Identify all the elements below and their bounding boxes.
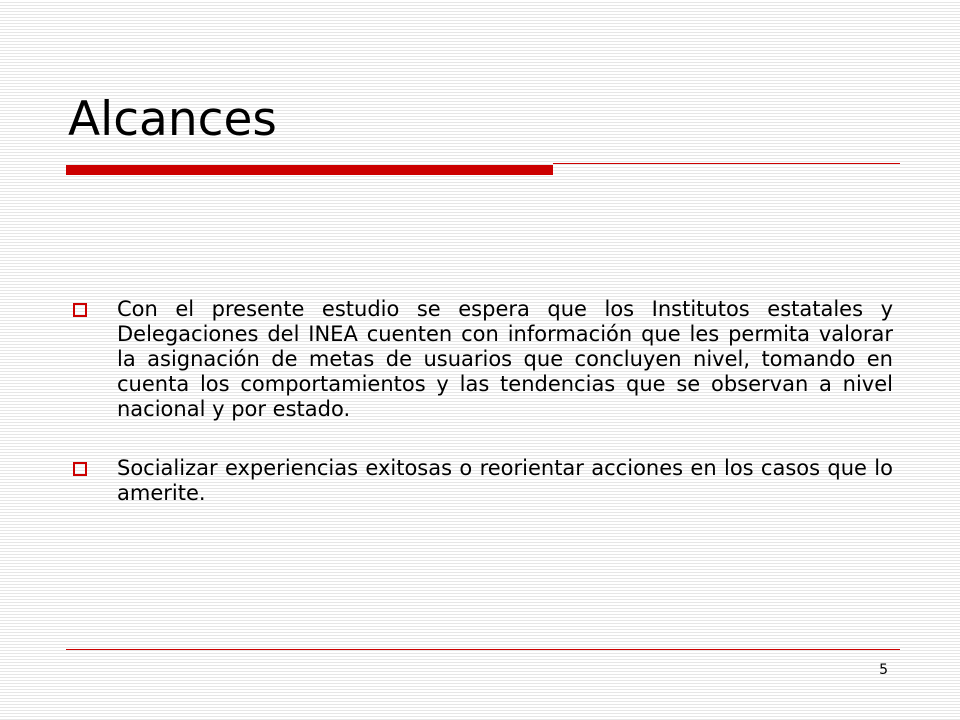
bullet-item	[73, 297, 893, 422]
hollow-square-icon	[73, 303, 87, 317]
slide-title: Alcances	[68, 92, 277, 147]
page-number: 5	[879, 662, 888, 678]
bullet-item	[73, 456, 893, 506]
hollow-square-icon	[73, 462, 87, 476]
title-underline-thin	[553, 163, 900, 164]
footer-divider	[66, 649, 900, 650]
bullet-list	[73, 297, 893, 540]
title-underline-thick	[66, 165, 553, 175]
bullet-text: Socializar experiencias exitosas o reorientar acciones en los casos que lo amerite.	[117, 456, 893, 505]
bullet-text: Con el presente estudio se espera que los Institutos estatales y Delegaciones del INEA cuenten con información que les permita valorar la asignación de metas de usuarios que concluyen nivel, tomando en cuenta los comportamientos y las tendencias que se observan a nivel nacional y por estado.	[117, 297, 893, 421]
